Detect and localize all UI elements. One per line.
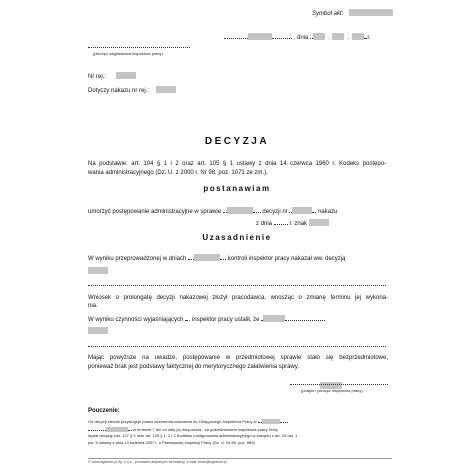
- place-dotted-line-2: [272, 32, 292, 39]
- findings-field[interactable]: [263, 315, 285, 322]
- justification-p3-a: W wyniku czynności wyjaśniających: [88, 316, 184, 323]
- resolution-part-2: decyzji nr: [262, 209, 288, 215]
- instruction-line-3: wydał decyzję (art. 127 § 2 oraz art. 129 § 1, 2 i 3 Kodeksu postępowania administracyjnego w związku z art. 19 ust. 1: [88, 433, 298, 438]
- justification: [88, 253, 388, 371]
- order-ref-row: [88, 86, 176, 95]
- header-stamp-area: [88, 47, 190, 48]
- justification-heading: Uzasadnienie: [202, 233, 272, 242]
- justification-line-p4a: Mając powyższe na uwadze, postępowanie w przedmiotowej sprawie stało się bezprzedmiotowe,: [88, 355, 388, 361]
- resolution-line-1: [88, 206, 386, 217]
- place-date-row: , dnia . . r.: [224, 32, 371, 42]
- instruction-dots-3: [88, 426, 106, 431]
- justification-line-p3: [88, 314, 388, 325]
- decision-no-field[interactable]: [292, 207, 312, 214]
- year-field[interactable]: [352, 33, 364, 40]
- document-title: DECYZJA: [204, 136, 270, 147]
- justification-field-row-1: [88, 267, 388, 277]
- signature-line: [290, 384, 388, 385]
- nr-rej-row: [88, 72, 136, 81]
- justification-dots-3: [88, 279, 386, 286]
- place-dotted-line: [224, 32, 248, 39]
- instruction-dots-2: [280, 418, 288, 423]
- justification-dots-4: [185, 314, 187, 321]
- stamp-caption: (pieczęć nagłówkowa inspektora pracy): [93, 51, 163, 56]
- resolution-dots-5: [274, 218, 288, 225]
- instruction-block: [88, 418, 392, 446]
- instruction-line-1: [88, 418, 392, 426]
- order-ref-label: Dotyczy nakazu nr rej.:: [88, 88, 150, 94]
- justification-dots-6: [285, 314, 325, 321]
- symbol-akt-field[interactable]: [349, 9, 393, 16]
- justification-dots-2: [220, 253, 226, 260]
- inspection-dates-field[interactable]: [194, 254, 220, 261]
- resolution-part-3: nakazu: [318, 209, 338, 215]
- day-field[interactable]: [313, 33, 325, 40]
- legal-basis-line-1: Na podstawie: art. 104 § 1 i 2 oraz art. 105 § 1 ustawy z dnia 14 czerwca 1960 r. Kodeks postępo-: [88, 161, 386, 167]
- date-connector: , dnia: [293, 35, 309, 41]
- justification-line-p2a: Wniosek o prolongatę decyzji nakazowej złożył pracodawca, wnosząc o zmianę terminu jej wykona-: [88, 294, 388, 301]
- resolution-part-5: r. znak: [289, 220, 308, 227]
- justification-line-1: [88, 253, 388, 264]
- month-field[interactable]: [332, 33, 344, 40]
- sign-field[interactable]: [309, 219, 329, 226]
- footer-text: © www.signform.pl Sp. z o.o., producent aktywnych formularzy, e-mail: biuro@signform.pl: [88, 460, 227, 464]
- district-field-2[interactable]: [106, 427, 128, 432]
- justification-line-p2b: nia.: [88, 303, 98, 309]
- justification-dotted-row-1: [88, 279, 388, 290]
- instruction-line-2: [88, 426, 392, 434]
- justification-p1-a: W wyniku przeprowadzonej w dniach: [88, 256, 187, 262]
- resolution-dots-4: [312, 206, 316, 213]
- resolution-part-4: z dnia: [256, 220, 273, 227]
- nr-rej-label: Nr rej.:: [88, 74, 106, 80]
- justification-field-row-2: [88, 327, 388, 337]
- case-field[interactable]: [227, 207, 253, 214]
- symbol-akt-label: Symbol akt: [312, 11, 342, 17]
- footer-rule: [88, 458, 392, 459]
- nr-rej-field[interactable]: [116, 72, 136, 79]
- instruction-line-1-text: Od decyzji stronie przysługuje prawo wniesienia odwołania do Okręgowego Inspektora Pracy w: [88, 419, 257, 424]
- symbol-akt-row: Symbol akt:: [312, 9, 393, 18]
- order-content-field[interactable]: [88, 267, 108, 274]
- resolution-part-1: umorzyć postępowanie administracyjne w sprawie: [88, 209, 222, 215]
- order-ref-field[interactable]: [156, 86, 176, 93]
- legal-basis: [88, 160, 386, 177]
- justification-p1-b: kontroli inspektor pracy nakazał ww. decyzją: [227, 256, 346, 262]
- resolve-heading: postanawiam: [203, 184, 271, 193]
- district-field[interactable]: [262, 419, 280, 424]
- justification-dotted-row-2: [88, 340, 388, 351]
- resolution-dots-2: [253, 206, 261, 213]
- signature-caption: (podpis i pieczęć inspektora pracy): [301, 388, 363, 393]
- legal-basis-line-2: wania administracyjnego (Dz. U. z 2000 r. Nr 98, poz. 1071 ze zm.),: [88, 169, 268, 176]
- instruction-line-2-text: w terminie 7 dni od daty jej doręczenia - za pośrednictwem inspektora pracy, który: [133, 426, 279, 432]
- findings-field-2[interactable]: [88, 327, 108, 334]
- instruction-line-4: pkt. 5 ustawy z dnia 13 kwietnia 2007 r. o Państwowej Inspekcji Pracy (Dz. U. Nr 89, poz. 589).: [88, 439, 256, 445]
- place-field[interactable]: [248, 33, 272, 40]
- instruction-dots-4: [128, 426, 132, 431]
- year-dots: [364, 32, 366, 39]
- justification-p3-b: , inspektor pracy ustalił, że: [188, 316, 260, 323]
- instruction-heading: Pouczenie:: [88, 408, 120, 414]
- justification-line-p4b: ponieważ brak jest podstawy faktycznej do merytorycznego załatwienia sprawy.: [88, 363, 299, 370]
- resolution-line-2: [88, 218, 386, 229]
- year-suffix: r.: [367, 35, 371, 41]
- resolution: [88, 206, 386, 228]
- justification-dots-7: [88, 340, 386, 347]
